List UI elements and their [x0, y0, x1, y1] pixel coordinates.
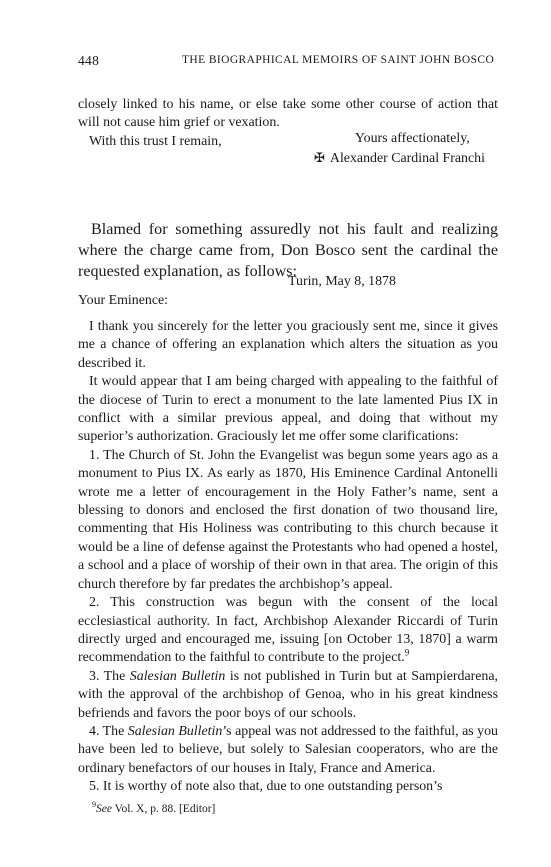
page-number: 448	[78, 53, 100, 68]
point-5: 5. It is worthy of note also that, due to one outstanding person’s	[89, 779, 443, 795]
letter-salutation: Your Eminence:	[78, 293, 169, 308]
publication-title: Salesian Bulletin	[127, 723, 223, 739]
footnote-mark: 9	[92, 800, 96, 810]
letter-paragraph-2: It would appear that I am being charged with appealing to the faithful of the diocese of Turin to erect a monument to the late lamented Pius IX in conflict with a similar previous appeal, and doing that without my superior’s authorization. Graciously let me offer some clarifications:	[78, 374, 498, 445]
valediction: Yours affectionately,	[355, 131, 470, 146]
cross-icon: ✠	[314, 150, 325, 165]
signature-line	[314, 149, 485, 168]
footnote	[92, 800, 216, 815]
point-1: 1. The Church of St. John the Evangelist was begun some years ago as a monument to Pius IX. As early as 1870, His Eminence Cardinal Antonelli wrote me a letter of encouragement in the Holy Father’s name, sent a blessing to donors and enclosed the first donation of two thousand lire, commenting that His Holiness was contributing to this church because it would be a line of defense against the Protestants who had opened a hostel, a school and a place of worship of their own in that area. The origin of this church therefore by far predates the archbishop’s appeal.	[78, 447, 498, 592]
continuation-paragraph: closely linked to his name, or else take some other course of action that will not cause him grief or vexation.	[78, 97, 498, 131]
point-2-text: 2. This construction was begun with the consent of the local ecclesiastical authority. In fact, Archbishop Alexander Riccardi of Turin directly urged and encouraged me, issuing [on October 13, 1870] a warm recommendation to the faithful to contribute to the project.	[78, 595, 498, 666]
point-2	[78, 594, 498, 668]
narrative-paragraph: Blamed for something assuredly not his fault and realizing where the charge came from, Don Bosco sent the cardinal the requested explanation, as follows:	[78, 221, 498, 281]
point-3: 3. The Salesian Bulletin is not published in Turin but at Sampierdarena, with the approval of the archbishop of Genoa, who in his great kindness befriends and favors the poor boys of our schools.	[78, 668, 498, 721]
point-4: 4. The Salesian Bulletin’s appeal was not addressed to the faithful, as you have been led to believe, but solely to Salesian cooperators, who are the ordinary benefactors of our houses in Italy, France and America.	[78, 723, 498, 776]
letter-dateline: Turin, May 8, 1878	[288, 274, 396, 289]
signature: Alexander Cardinal Franchi	[329, 151, 485, 166]
footnote-text: Vol. X, p. 88. [Editor]	[111, 803, 216, 815]
footnote-reference: 9	[404, 647, 410, 658]
letter-paragraph-1: I thank you sincerely for the letter you graciously sent me, since it gives me a chance of offering an explanation which alters the situation as you described it.	[78, 319, 498, 371]
publication-title: Salesian Bulletin	[129, 668, 226, 684]
trust-line: With this trust I remain,	[89, 133, 222, 149]
running-title: THE BIOGRAPHICAL MEMOIRS OF SAINT JOHN BOSCO	[182, 54, 495, 66]
footnote-see: See	[96, 803, 112, 815]
letter-body	[78, 318, 498, 797]
